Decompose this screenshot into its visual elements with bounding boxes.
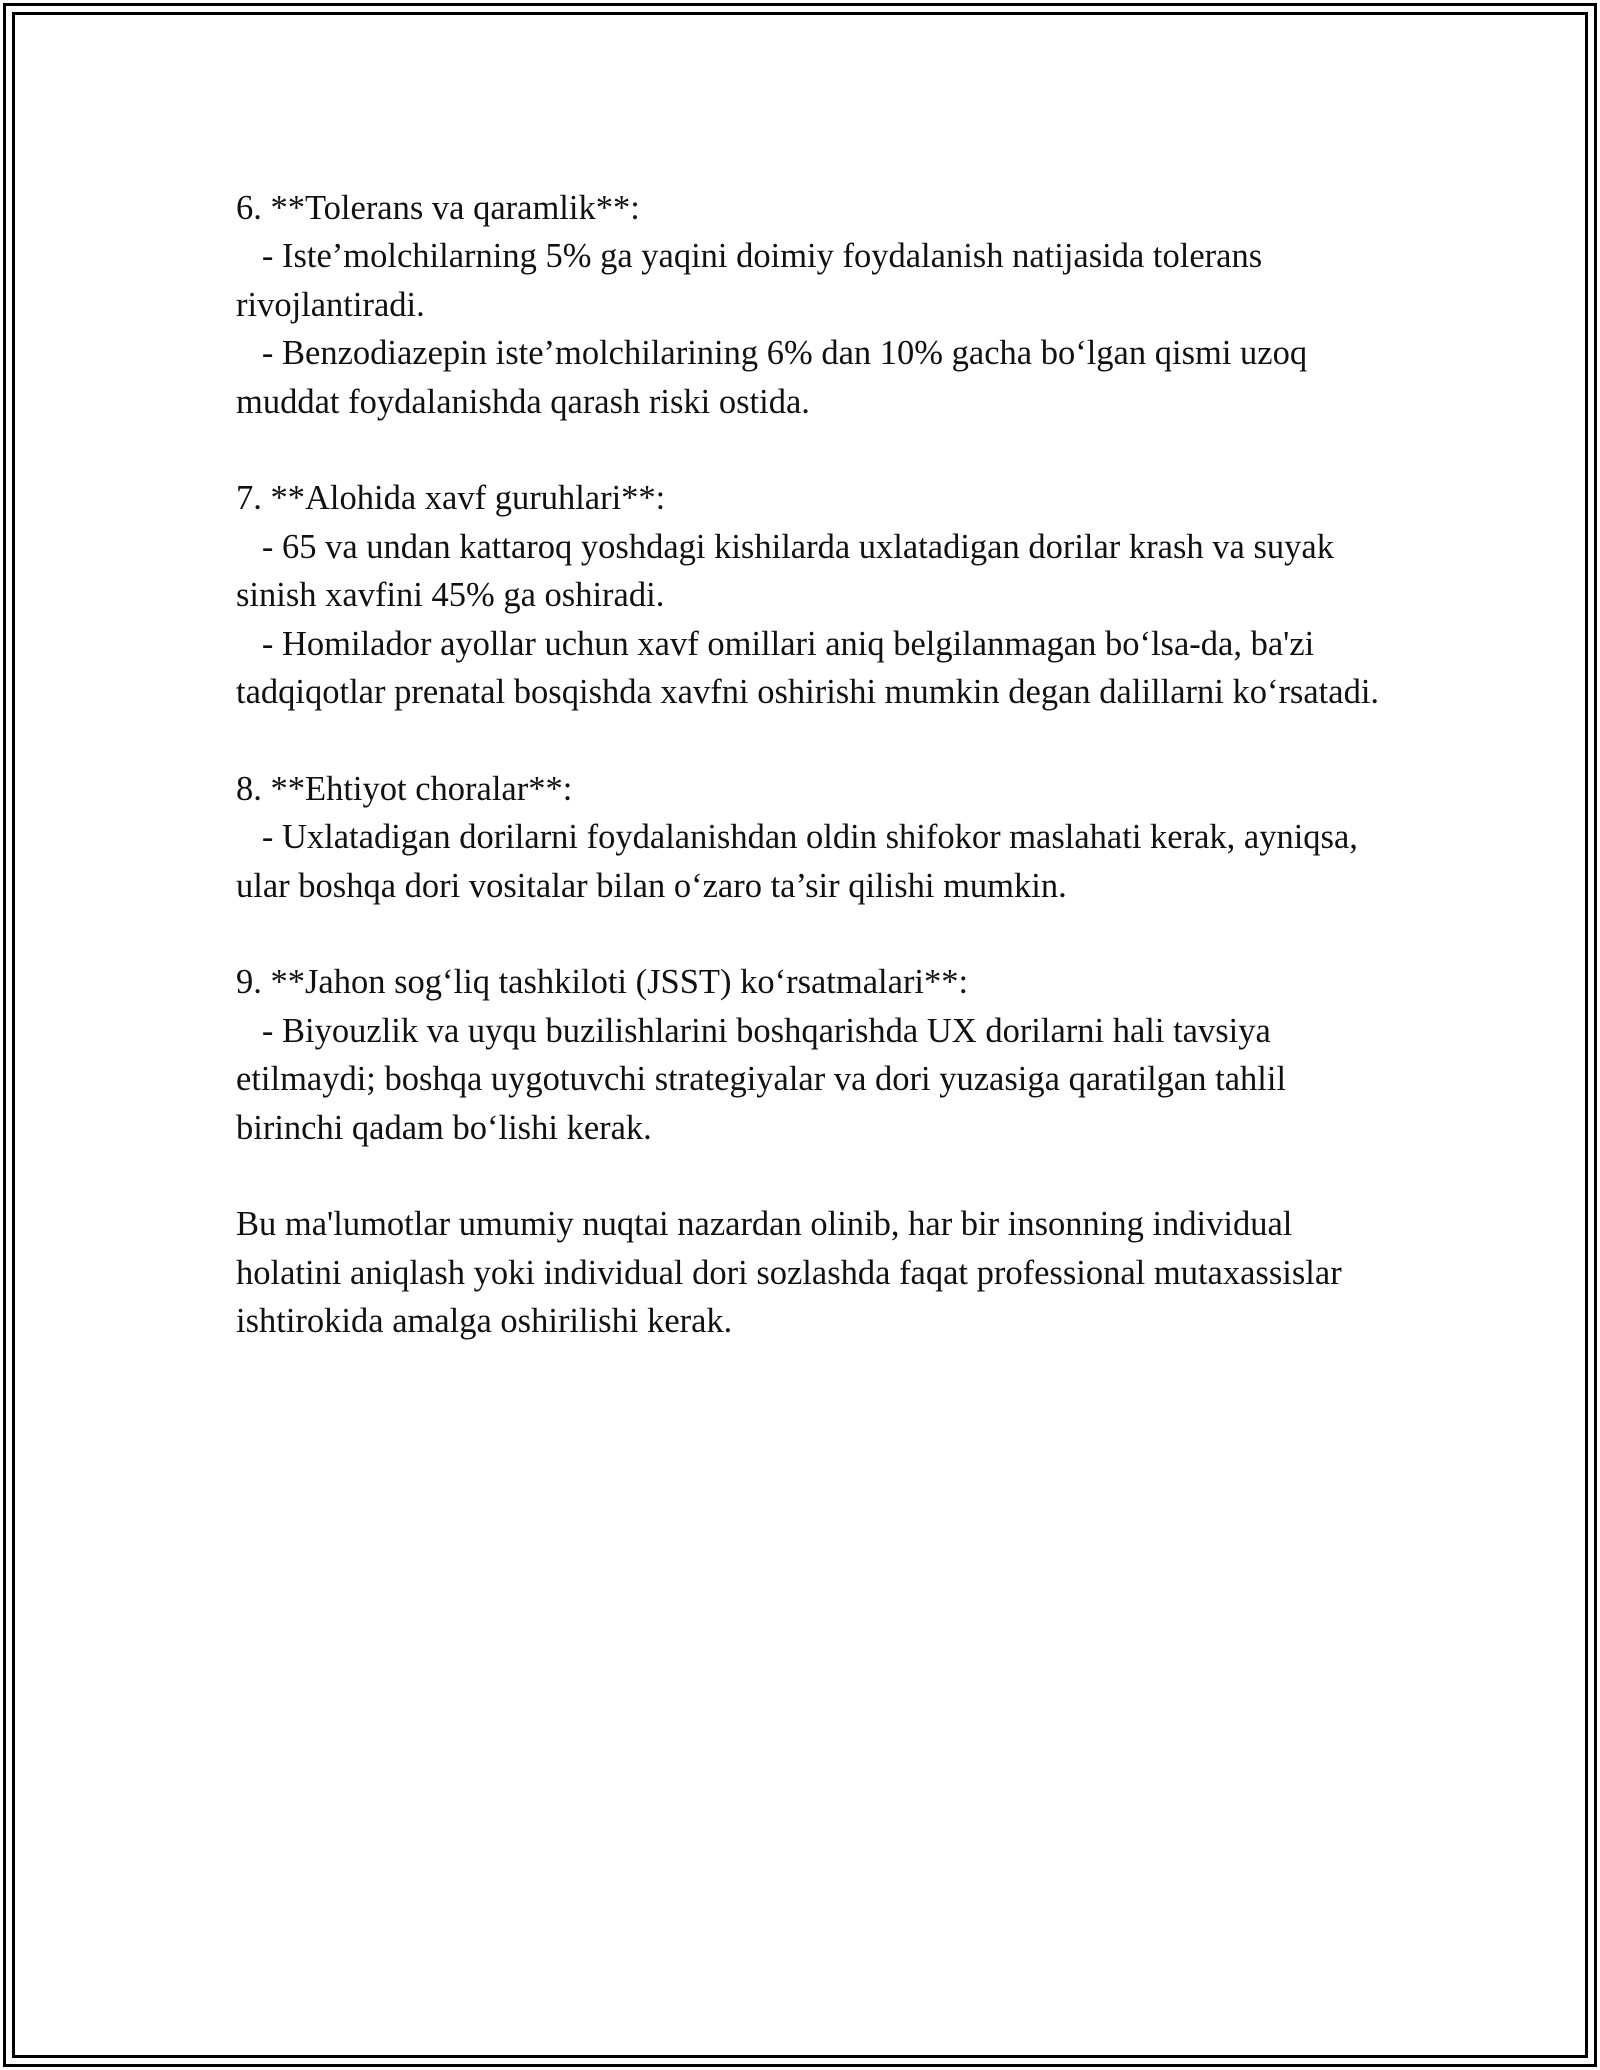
section-8 [236,765,1396,910]
bullet-text: - Biyouzlik va uyqu buzilishlarini boshqarishda UX dorilarni hali tavsiya etilmaydi; boshqa uygotuvchi strategiyalar va dori yuzasiga qaratilgan tahlil birinchi qadam bo‘lishi kerak. [236,1011,1287,1147]
paragraph-gap [236,910,1396,958]
bullet-text: - Benzodiazepin iste’molchilarining 6% dan 10% gacha bo‘lgan qismi uzoq muddat foydalanishda qarash riski ostida. [236,334,1308,421]
section-heading: 9. **Jahon sog‘liq tashkiloti (JSST) ko‘rsatmalari**: [236,963,969,1002]
bullet-item [236,329,1396,426]
section-heading: 6. **Tolerans va qaramlik**: [236,189,640,227]
section-9 [236,958,1396,1152]
bullet-text: - Uxlatadigan dorilarni foydalanishdan oldin shifokor maslahati kerak, ayniqsa, ular boshqa dori vositalar bilan o‘zaro ta’sir qilishi mumkin. [236,818,1358,905]
paragraph-gap [236,426,1396,474]
section-heading: 7. **Alohida xavf guruhlari**: [236,479,666,518]
bullet-item [236,232,1396,329]
bullet-text: - Homilador ayollar uchun xavf omillari aniq belgilanmagan bo‘lsa-da, ba'zi tadqiqotlar prenatal bosqishda xavfni oshirishi mumkin degan dalillarni ko‘rsatadi. [236,624,1380,712]
bullet-item [236,1007,1396,1152]
section-7 [236,474,1396,716]
section-heading: 8. **Ehtiyot choralar**: [236,769,573,808]
bullet-text: - 65 va undan kattaroq yoshdagi kishilarda uxlatadigan dorilar krash va suyak sinish xavfini 45% ga oshiradi. [236,527,1334,615]
section-6 [236,184,1396,426]
bullet-text: - Iste’molchilarning 5% ga yaqini doimiy foydalanish natijasida tolerans rivojlantiradi. [236,237,1263,324]
document-body [236,184,1396,1346]
bullet-item [236,620,1396,717]
paragraph-gap [236,1152,1396,1200]
paragraph-gap [236,716,1396,764]
conclusion-paragraph: Bu ma'lumotlar umumiy nuqtai nazardan olinib, har bir insonning individual holatini aniqlash yoki individual dori sozlashda faqat professional mutaxassislar ishtirokida amalga oshirilishi kerak. [236,1205,1342,1341]
bullet-item [236,523,1396,620]
bullet-item [236,813,1396,910]
